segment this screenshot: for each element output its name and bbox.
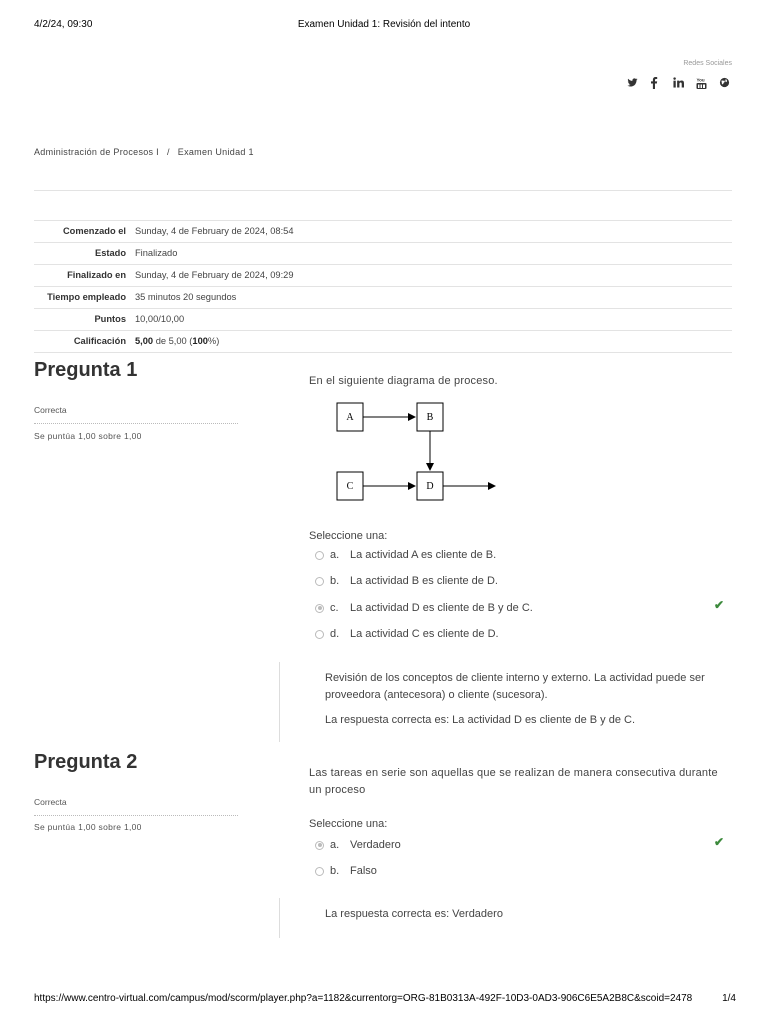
option-letter: a.: [330, 549, 340, 561]
option-letter: c.: [330, 602, 339, 614]
grade-percent: 100: [192, 336, 208, 346]
summary-label: Tiempo empleado: [47, 292, 126, 302]
globe-icon[interactable]: [719, 77, 730, 91]
summary-row: [34, 243, 732, 265]
divider: [34, 423, 238, 424]
option-text: La actividad B es cliente de D.: [350, 575, 498, 587]
print-page-number: 1/4: [722, 993, 736, 1004]
option-text: La actividad A es cliente de B.: [350, 549, 497, 561]
question-1-grade: Se puntúa 1,00 sobre 1,00: [34, 431, 142, 441]
option-letter: b.: [330, 575, 340, 587]
question-1-state: Correcta: [34, 405, 67, 415]
svg-text:You: You: [696, 77, 705, 83]
question-1-option-d[interactable]: [315, 627, 499, 641]
feedback-general: Revisión de los conceptos de cliente interno y externo. La actividad puede ser proveedora (antecesora) o cliente (sucesora).: [325, 672, 705, 701]
social-label: Redes Sociales: [683, 60, 732, 67]
question-1-option-a[interactable]: [315, 548, 496, 562]
summary-value: Finalizado: [135, 248, 178, 258]
option-letter: b.: [330, 865, 340, 877]
feedback-correct-answer: La respuesta correcta es: La actividad D es cliente de B y de C.: [325, 714, 635, 726]
process-diagram: [330, 398, 510, 508]
linkedin-icon[interactable]: [673, 77, 684, 91]
grade-score: 5,00: [135, 336, 154, 346]
question-1-text: En el siguiente diagrama de proceso.: [309, 375, 498, 387]
radio-button-selected[interactable]: [315, 604, 324, 613]
question-2-state: Correcta: [34, 797, 67, 807]
grade-of: de 5,00 (: [155, 336, 193, 346]
radio-button[interactable]: [315, 577, 324, 586]
question-1-select-label: Seleccione una:: [309, 530, 388, 542]
question-1-title: Pregunta 1: [34, 359, 138, 381]
question-2-feedback: [279, 898, 729, 938]
option-text: La actividad C es cliente de D.: [350, 628, 499, 640]
summary-row-grade: [34, 331, 732, 353]
summary-value: 35 minutos 20 segundos: [135, 292, 237, 302]
question-1-option-c[interactable]: [315, 601, 533, 615]
radio-button[interactable]: [315, 867, 324, 876]
summary-value: Sunday, 4 de February de 2024, 08:54: [135, 226, 294, 236]
question-1-option-b[interactable]: [315, 574, 498, 588]
question-2-text: Las tareas en serie son aquellas que se realizan de manera consecutiva durante un proceso: [309, 767, 718, 796]
option-letter: a.: [330, 839, 340, 851]
diagram-label-a: A: [346, 412, 354, 423]
question-2-grade: Se puntúa 1,00 sobre 1,00: [34, 822, 142, 832]
summary-row: [34, 221, 732, 243]
twitter-icon[interactable]: [627, 77, 638, 91]
question-1-feedback: [279, 662, 729, 742]
summary-label: Finalizado en: [67, 270, 126, 280]
attempt-summary-table: [34, 220, 732, 353]
radio-button[interactable]: [315, 551, 324, 560]
summary-row: [34, 309, 732, 331]
summary-row: [34, 287, 732, 309]
feedback-correct-answer: La respuesta correcta es: Verdadero: [325, 908, 503, 920]
summary-grade: [132, 331, 732, 353]
correct-check-icon: ✔: [714, 835, 725, 849]
summary-value: Sunday, 4 de February de 2024, 09:29: [135, 270, 294, 280]
radio-button-selected[interactable]: [315, 841, 324, 850]
option-text: Verdadero: [350, 839, 401, 851]
diagram-label-c: C: [346, 481, 354, 492]
question-2-select-label: Seleccione una:: [309, 818, 388, 830]
diagram-label-d: D: [426, 481, 434, 492]
print-title: Examen Unidad 1: Revisión del intento: [297, 19, 471, 30]
breadcrumb-separator: /: [166, 147, 170, 157]
question-2-title: Pregunta 2: [34, 751, 138, 773]
breadcrumb-current[interactable]: Examen Unidad 1: [177, 147, 254, 157]
summary-label: Comenzado el: [62, 226, 126, 236]
youtube-icon[interactable]: [696, 77, 707, 91]
question-2-option-b[interactable]: [315, 864, 377, 878]
option-letter: d.: [330, 628, 340, 640]
summary-row: [34, 265, 732, 287]
grade-close: %): [207, 336, 220, 346]
correct-check-icon: ✔: [714, 598, 725, 612]
summary-value: 10,00/10,00: [135, 314, 185, 324]
diagram-label-b: B: [426, 412, 434, 423]
radio-button[interactable]: [315, 630, 324, 639]
divider: [34, 190, 732, 191]
question-2-option-a[interactable]: [315, 838, 401, 852]
print-header: [0, 19, 768, 33]
option-text: Falso: [350, 865, 377, 877]
breadcrumb: [34, 147, 254, 157]
summary-label: Puntos: [94, 314, 126, 324]
facebook-icon[interactable]: [650, 77, 661, 91]
divider: [34, 815, 238, 816]
print-datetime: 4/2/24, 09:30: [34, 19, 93, 30]
print-url: https://www.centro-virtual.com/campus/mod/scorm/player.php?a=1182&currentorg=ORG-81B0313A-492F-10D3-0AD3-906C6E5A2B8C&scoid=2478: [34, 993, 693, 1004]
breadcrumb-course[interactable]: Administración de Procesos I: [34, 147, 159, 157]
option-text: La actividad D es cliente de B y de C.: [350, 602, 533, 614]
summary-label: Estado: [95, 248, 126, 258]
summary-label: Calificación: [73, 336, 126, 346]
social-links: [627, 77, 730, 91]
